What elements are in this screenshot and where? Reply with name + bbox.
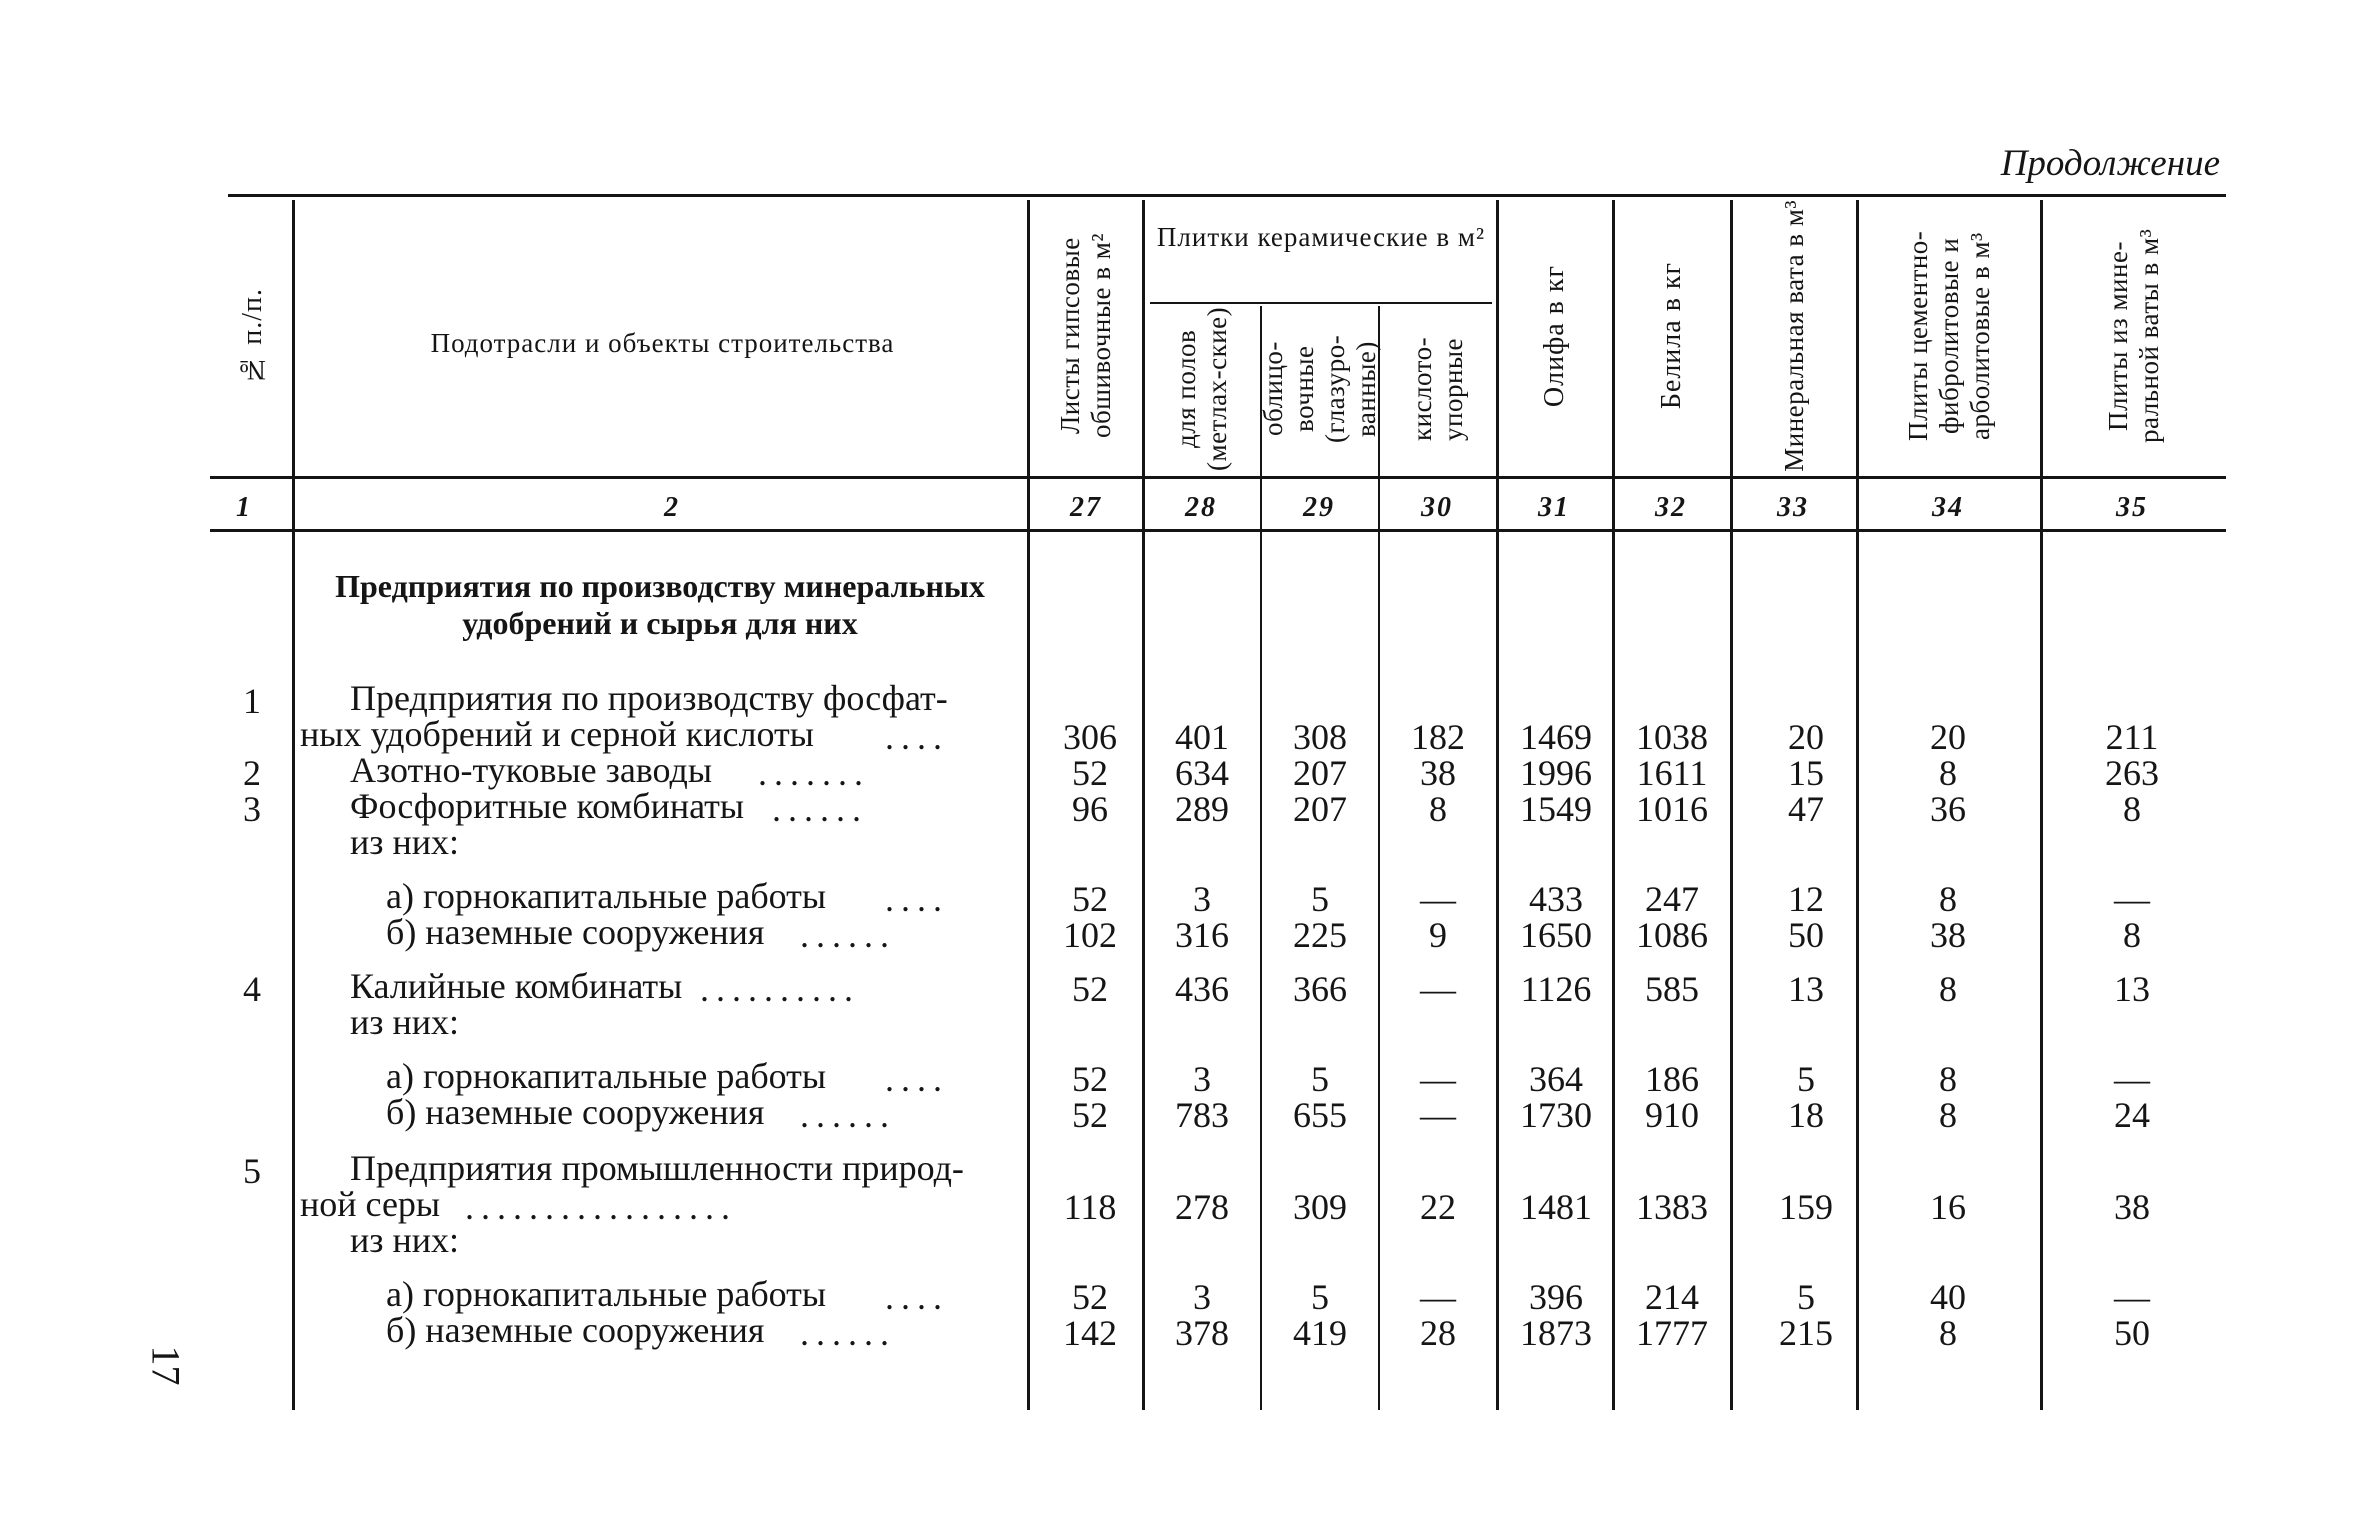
table-cell: 306 bbox=[1063, 717, 1117, 757]
table-cell: 215 bbox=[1779, 1313, 1833, 1353]
continuation-label: Продолжение bbox=[2000, 143, 2220, 184]
table-cell: 278 bbox=[1175, 1187, 1229, 1227]
column-number: 30 bbox=[1421, 492, 1453, 523]
row-label-cont: из них: bbox=[350, 1002, 460, 1042]
table-cell: 308 bbox=[1293, 717, 1347, 757]
table-cell: 783 bbox=[1175, 1095, 1229, 1135]
leader-dots: ................. bbox=[465, 1187, 737, 1227]
colnum-bottom-rule bbox=[210, 529, 2226, 532]
header-col-28: для полов (метлах-ские) bbox=[1171, 306, 1232, 472]
table-cell: 3 bbox=[1193, 1059, 1211, 1099]
table-cell: 247 bbox=[1645, 879, 1699, 919]
row-label-cont: ной серы bbox=[300, 1184, 441, 1224]
table-cell: 142 bbox=[1063, 1313, 1117, 1353]
table-cell: 378 bbox=[1175, 1313, 1229, 1353]
table-cell: 5 bbox=[1797, 1059, 1815, 1099]
table-cell: 436 bbox=[1175, 969, 1229, 1009]
col-divider bbox=[1730, 200, 1733, 1410]
table-cell: 309 bbox=[1293, 1187, 1347, 1227]
table-cell: 207 bbox=[1293, 789, 1347, 829]
row-label: б) наземные сооружения bbox=[386, 1092, 765, 1132]
table-cell: 22 bbox=[1420, 1187, 1456, 1227]
table-cell: 8 bbox=[1939, 1095, 1957, 1135]
table-cell: 910 bbox=[1645, 1095, 1699, 1135]
row-label: а) горнокапитальные работы bbox=[386, 1274, 827, 1314]
row-label: Азотно-туковые заводы bbox=[350, 750, 713, 790]
table-cell: 9 bbox=[1429, 915, 1447, 955]
table-cell: 214 bbox=[1645, 1277, 1699, 1317]
column-number: 33 bbox=[1777, 492, 1809, 523]
leader-dots: .......... bbox=[700, 969, 860, 1009]
col-divider bbox=[2040, 200, 2043, 1410]
table-cell: 38 bbox=[1420, 753, 1456, 793]
table-cell: 8 bbox=[1939, 753, 1957, 793]
table-cell: — bbox=[2114, 879, 2150, 919]
table-cell: 52 bbox=[1072, 1095, 1108, 1135]
table-cell: 396 bbox=[1529, 1277, 1583, 1317]
header-col-name: Подотрасли и объекты строительства bbox=[430, 328, 895, 358]
row-number: 5 bbox=[243, 1151, 261, 1191]
table-cell: 1777 bbox=[1636, 1313, 1708, 1353]
table-cell: 3 bbox=[1193, 1277, 1211, 1317]
header-col-35: Плиты из мине-ральной ваты в м³ bbox=[2103, 228, 2164, 444]
table-cell: 20 bbox=[1788, 717, 1824, 757]
table-cell: 8 bbox=[1939, 879, 1957, 919]
col-divider bbox=[1027, 200, 1030, 1410]
table-cell: 38 bbox=[2114, 1187, 2150, 1227]
column-number: 28 bbox=[1185, 492, 1217, 523]
table-cell: 186 bbox=[1645, 1059, 1699, 1099]
table-cell: 38 bbox=[1930, 915, 1966, 955]
table-cell: 52 bbox=[1072, 879, 1108, 919]
table-cell: 13 bbox=[1788, 969, 1824, 1009]
table-cell: 8 bbox=[1939, 1059, 1957, 1099]
top-rule bbox=[228, 194, 2226, 197]
table-cell: 13 bbox=[2114, 969, 2150, 1009]
table-cell: 316 bbox=[1175, 915, 1229, 955]
table-cell: 1126 bbox=[1520, 969, 1592, 1009]
table-cell: 3 bbox=[1193, 879, 1211, 919]
header-col-31: Олифа в кг bbox=[1539, 264, 1570, 408]
column-number: 1 bbox=[236, 492, 252, 523]
table-cell: 1086 bbox=[1636, 915, 1708, 955]
row-number: 1 bbox=[243, 681, 261, 721]
table-cell: 40 bbox=[1930, 1277, 1966, 1317]
table-cell: 5 bbox=[1311, 1059, 1329, 1099]
table-cell: 366 bbox=[1293, 969, 1347, 1009]
table-cell: 15 bbox=[1788, 753, 1824, 793]
header-bottom-rule bbox=[210, 476, 2226, 479]
table-cell: 585 bbox=[1645, 969, 1699, 1009]
section-heading-line2: удобрений и сырья для них bbox=[462, 605, 858, 641]
table-cell: 18 bbox=[1788, 1095, 1824, 1135]
leader-dots: ...... bbox=[800, 1095, 896, 1135]
table-cell: — bbox=[1420, 1277, 1456, 1317]
leader-dots: ....... bbox=[758, 753, 870, 793]
header-col-29: облицо-вочные (глазуро-ванные) bbox=[1258, 334, 1381, 444]
table-cell: 1383 bbox=[1636, 1187, 1708, 1227]
row-label-cont: ных удобрений и серной кислоты bbox=[300, 714, 814, 754]
table-cell: 159 bbox=[1779, 1187, 1833, 1227]
row-label: а) горнокапитальные работы bbox=[386, 1056, 827, 1096]
table-cell: 1996 bbox=[1520, 753, 1592, 793]
leader-dots: .... bbox=[885, 879, 949, 919]
row-label: Предприятия по производству фосфат- bbox=[350, 678, 948, 718]
col-divider bbox=[1496, 200, 1499, 1410]
table-cell: 8 bbox=[1939, 969, 1957, 1009]
column-number: 29 bbox=[1303, 492, 1335, 523]
table-cell: 52 bbox=[1072, 1277, 1108, 1317]
row-number: 4 bbox=[243, 969, 261, 1009]
header-tiles-group: Плитки керамические в м² bbox=[1156, 222, 1486, 252]
header-col-34: Плиты цементно-фибролитовые и арболитовые в м³ bbox=[1902, 230, 1995, 442]
table-cell: 634 bbox=[1175, 753, 1229, 793]
table-cell: 8 bbox=[1429, 789, 1447, 829]
table-cell: 1038 bbox=[1636, 717, 1708, 757]
table-cell: 16 bbox=[1930, 1187, 1966, 1227]
leader-dots: .... bbox=[885, 1059, 949, 1099]
column-number: 32 bbox=[1655, 492, 1687, 523]
table-cell: 433 bbox=[1529, 879, 1583, 919]
table-cell: — bbox=[1420, 1059, 1456, 1099]
table-cell: 263 bbox=[2105, 753, 2159, 793]
table-cell: — bbox=[1420, 879, 1456, 919]
leader-dots: .... bbox=[885, 1277, 949, 1317]
col-divider bbox=[1612, 200, 1615, 1410]
header-col-33: Минеральная вата в м³ bbox=[1778, 200, 1809, 472]
table-cell: 1549 bbox=[1520, 789, 1592, 829]
leader-dots: ...... bbox=[772, 789, 868, 829]
row-label: б) наземные сооружения bbox=[386, 912, 765, 952]
table-cell: 1469 bbox=[1520, 717, 1592, 757]
table-cell: 96 bbox=[1072, 789, 1108, 829]
header-col-no: № п./п. bbox=[237, 287, 268, 385]
table-cell: 182 bbox=[1411, 717, 1465, 757]
table-cell: 655 bbox=[1293, 1095, 1347, 1135]
table-cell: 52 bbox=[1072, 753, 1108, 793]
table-cell: 28 bbox=[1420, 1313, 1456, 1353]
table-cell: 47 bbox=[1788, 789, 1824, 829]
table-cell: 5 bbox=[1797, 1277, 1815, 1317]
table-cell: 207 bbox=[1293, 753, 1347, 793]
table-cell: 1873 bbox=[1520, 1313, 1592, 1353]
table-cell: 364 bbox=[1529, 1059, 1583, 1099]
table-cell: 52 bbox=[1072, 1059, 1108, 1099]
table-cell: 211 bbox=[2105, 717, 2159, 757]
table-cell: 20 bbox=[1930, 717, 1966, 757]
table-cell: 36 bbox=[1930, 789, 1966, 829]
table-cell: 24 bbox=[2114, 1095, 2150, 1135]
page-number: 17 bbox=[143, 1345, 189, 1386]
table-cell: 1730 bbox=[1520, 1095, 1592, 1135]
row-label: Фосфоритные комбинаты bbox=[350, 786, 745, 826]
table-cell: 8 bbox=[2123, 915, 2141, 955]
column-number: 2 bbox=[664, 492, 680, 523]
row-number: 3 bbox=[243, 789, 261, 829]
row-label: б) наземные сооружения bbox=[386, 1310, 765, 1350]
row-label-cont: из них: bbox=[350, 1220, 460, 1260]
table-cell: 401 bbox=[1175, 717, 1229, 757]
table-cell: — bbox=[1420, 969, 1456, 1009]
table-cell: 5 bbox=[1311, 1277, 1329, 1317]
column-number: 27 bbox=[1070, 492, 1102, 523]
row-number: 2 bbox=[243, 753, 261, 793]
section-heading-line1: Предприятия по производству минеральных bbox=[335, 568, 985, 604]
table-cell: 225 bbox=[1293, 915, 1347, 955]
table-cell: 50 bbox=[1788, 915, 1824, 955]
table-cell: — bbox=[1420, 1095, 1456, 1135]
tiles-group-rule bbox=[1150, 302, 1492, 304]
table-cell: 419 bbox=[1293, 1313, 1347, 1353]
column-number: 31 bbox=[1538, 492, 1570, 523]
row-label: а) горнокапитальные работы bbox=[386, 876, 827, 916]
table-cell: 52 bbox=[1072, 969, 1108, 1009]
table-cell: 12 bbox=[1788, 879, 1824, 919]
table-cell: — bbox=[2114, 1059, 2150, 1099]
table-cell: 8 bbox=[2123, 789, 2141, 829]
table-cell: 289 bbox=[1175, 789, 1229, 829]
table-cell: 1611 bbox=[1636, 753, 1708, 793]
row-label: Предприятия промышленности природ- bbox=[350, 1148, 964, 1188]
row-label-cont: из них: bbox=[350, 822, 460, 862]
column-number: 35 bbox=[2116, 492, 2148, 523]
table-cell: 1481 bbox=[1520, 1187, 1592, 1227]
table-cell: — bbox=[2114, 1277, 2150, 1317]
table-cell: 118 bbox=[1063, 1187, 1117, 1227]
header-col-32: Белила в кг bbox=[1656, 262, 1687, 410]
table-cell: 1650 bbox=[1520, 915, 1592, 955]
table-cell: 1016 bbox=[1636, 789, 1708, 829]
table-cell: 50 bbox=[2114, 1313, 2150, 1353]
header-col-27: Листы гипсовые обшивочные в м² bbox=[1055, 233, 1116, 439]
col-divider bbox=[292, 200, 295, 1410]
leader-dots: ...... bbox=[800, 915, 896, 955]
row-label: Калийные комбинаты bbox=[350, 966, 683, 1006]
table-cell: 8 bbox=[1939, 1313, 1957, 1353]
leader-dots: ...... bbox=[800, 1313, 896, 1353]
table-cell: 5 bbox=[1311, 879, 1329, 919]
leader-dots: .... bbox=[885, 717, 949, 757]
table-cell: 102 bbox=[1063, 915, 1117, 955]
column-number: 34 bbox=[1932, 492, 1964, 523]
header-col-30: кислото-упорные bbox=[1407, 336, 1468, 442]
